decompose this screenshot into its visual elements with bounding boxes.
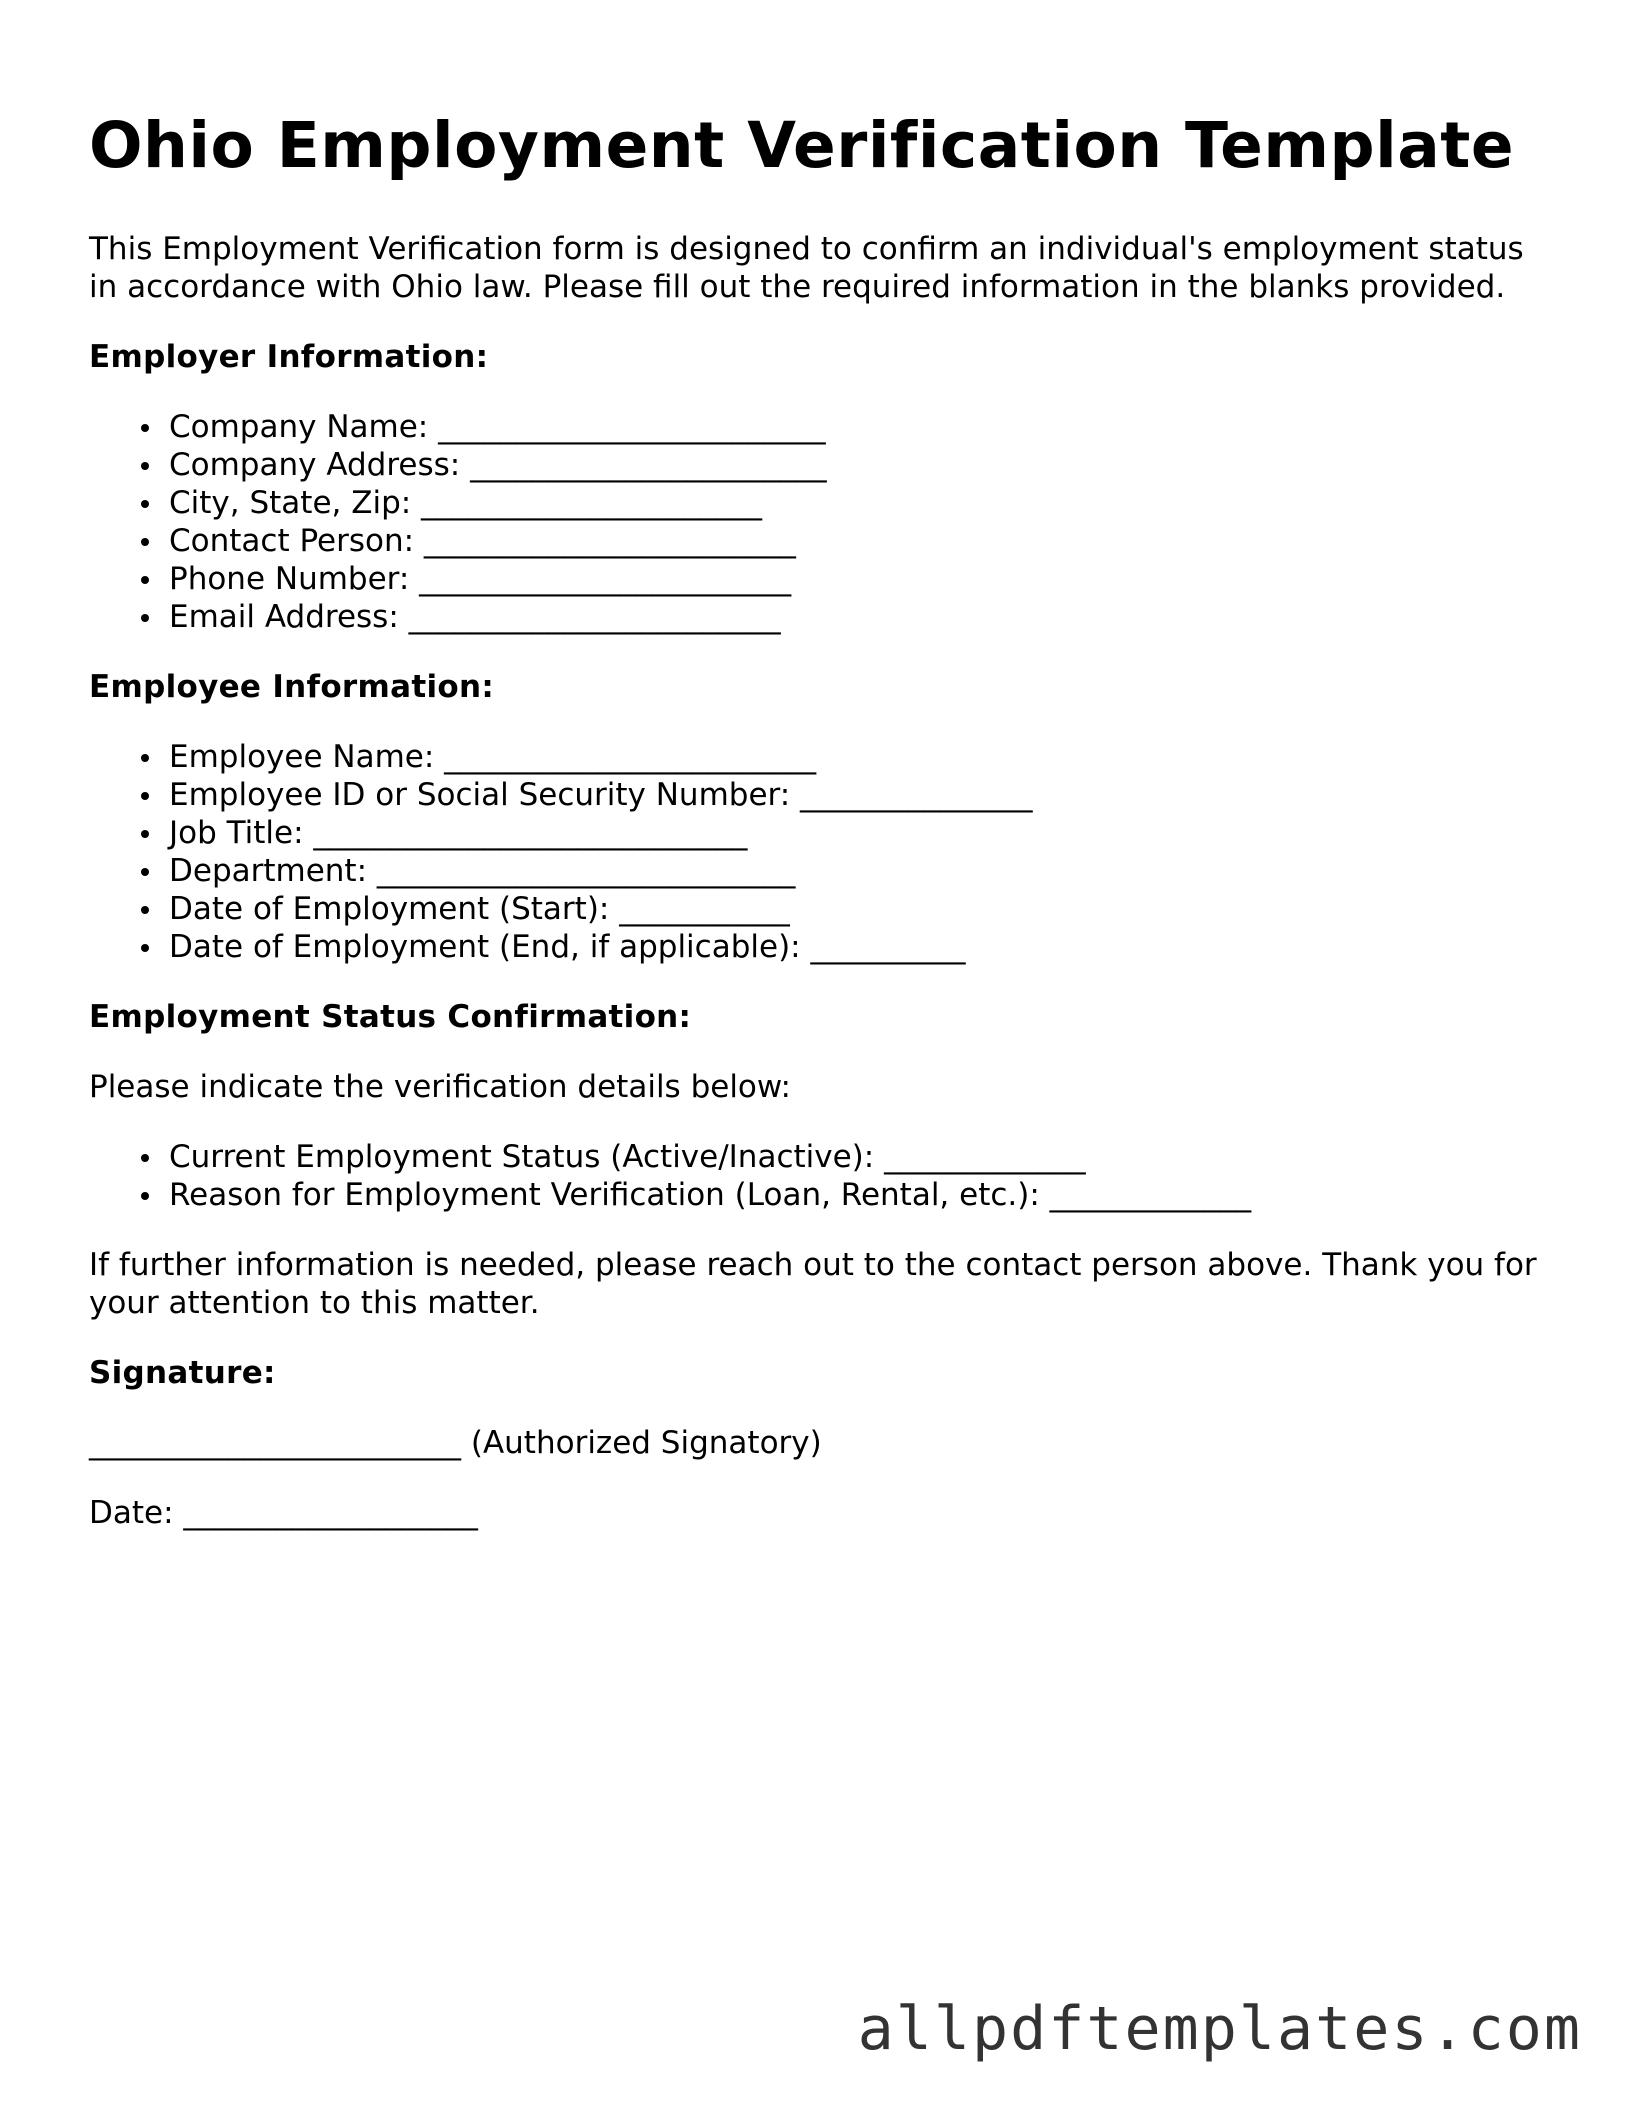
signature-date-line: Date: ___________________: [89, 1494, 478, 1531]
status-prompt: Please indicate the verification details below:: [89, 1068, 791, 1105]
employer-field-list: [89, 408, 1559, 636]
signature-heading: Signature:: [89, 1354, 276, 1391]
employee-section-heading: Employee Information:: [89, 668, 495, 705]
verification-reason-field: Reason for Employment Verification (Loan, Rental, etc.): _____________: [169, 1176, 1559, 1214]
company-name-field: Company Name: _________________________: [169, 408, 1559, 446]
job-title-field: Job Title: ____________________________: [169, 814, 1559, 852]
start-date-field: Date of Employment (Start): ___________: [169, 890, 1559, 928]
employee-field-list: [89, 738, 1559, 966]
phone-number-field: Phone Number: ________________________: [169, 560, 1559, 598]
intro-paragraph: This Employment Verification form is designed to confirm an individual's employment status in accordance with Ohio law. Please fill out the required information in the blanks provided.: [89, 230, 1524, 305]
status-field-list: [89, 1138, 1559, 1214]
current-status-field: Current Employment Status (Active/Inactive): _____________: [169, 1138, 1559, 1176]
email-address-field: Email Address: ________________________: [169, 598, 1559, 636]
end-date-field: Date of Employment (End, if applicable): __________: [169, 928, 1559, 966]
city-state-zip-field: City, State, Zip: ______________________: [169, 484, 1559, 522]
department-field: Department: ___________________________: [169, 852, 1559, 890]
employee-id-field: Employee ID or Social Security Number: _______________: [169, 776, 1559, 814]
employer-section-heading: Employer Information:: [89, 338, 489, 375]
document-page: [89, 108, 1559, 1564]
status-section-heading: Employment Status Confirmation:: [89, 998, 692, 1035]
employee-name-field: Employee Name: ________________________: [169, 738, 1559, 776]
site-watermark: allpdftemplates.com: [857, 1994, 1582, 2064]
closing-paragraph: If further information is needed, please reach out to the contact person above. Thank you for your attention to this matter.: [89, 1246, 1537, 1321]
signature-line: ________________________ (Authorized Signatory): [89, 1424, 822, 1461]
company-address-field: Company Address: _______________________: [169, 446, 1559, 484]
page-title: Ohio Employment Verification Template: [89, 109, 1515, 182]
contact-person-field: Contact Person: ________________________: [169, 522, 1559, 560]
